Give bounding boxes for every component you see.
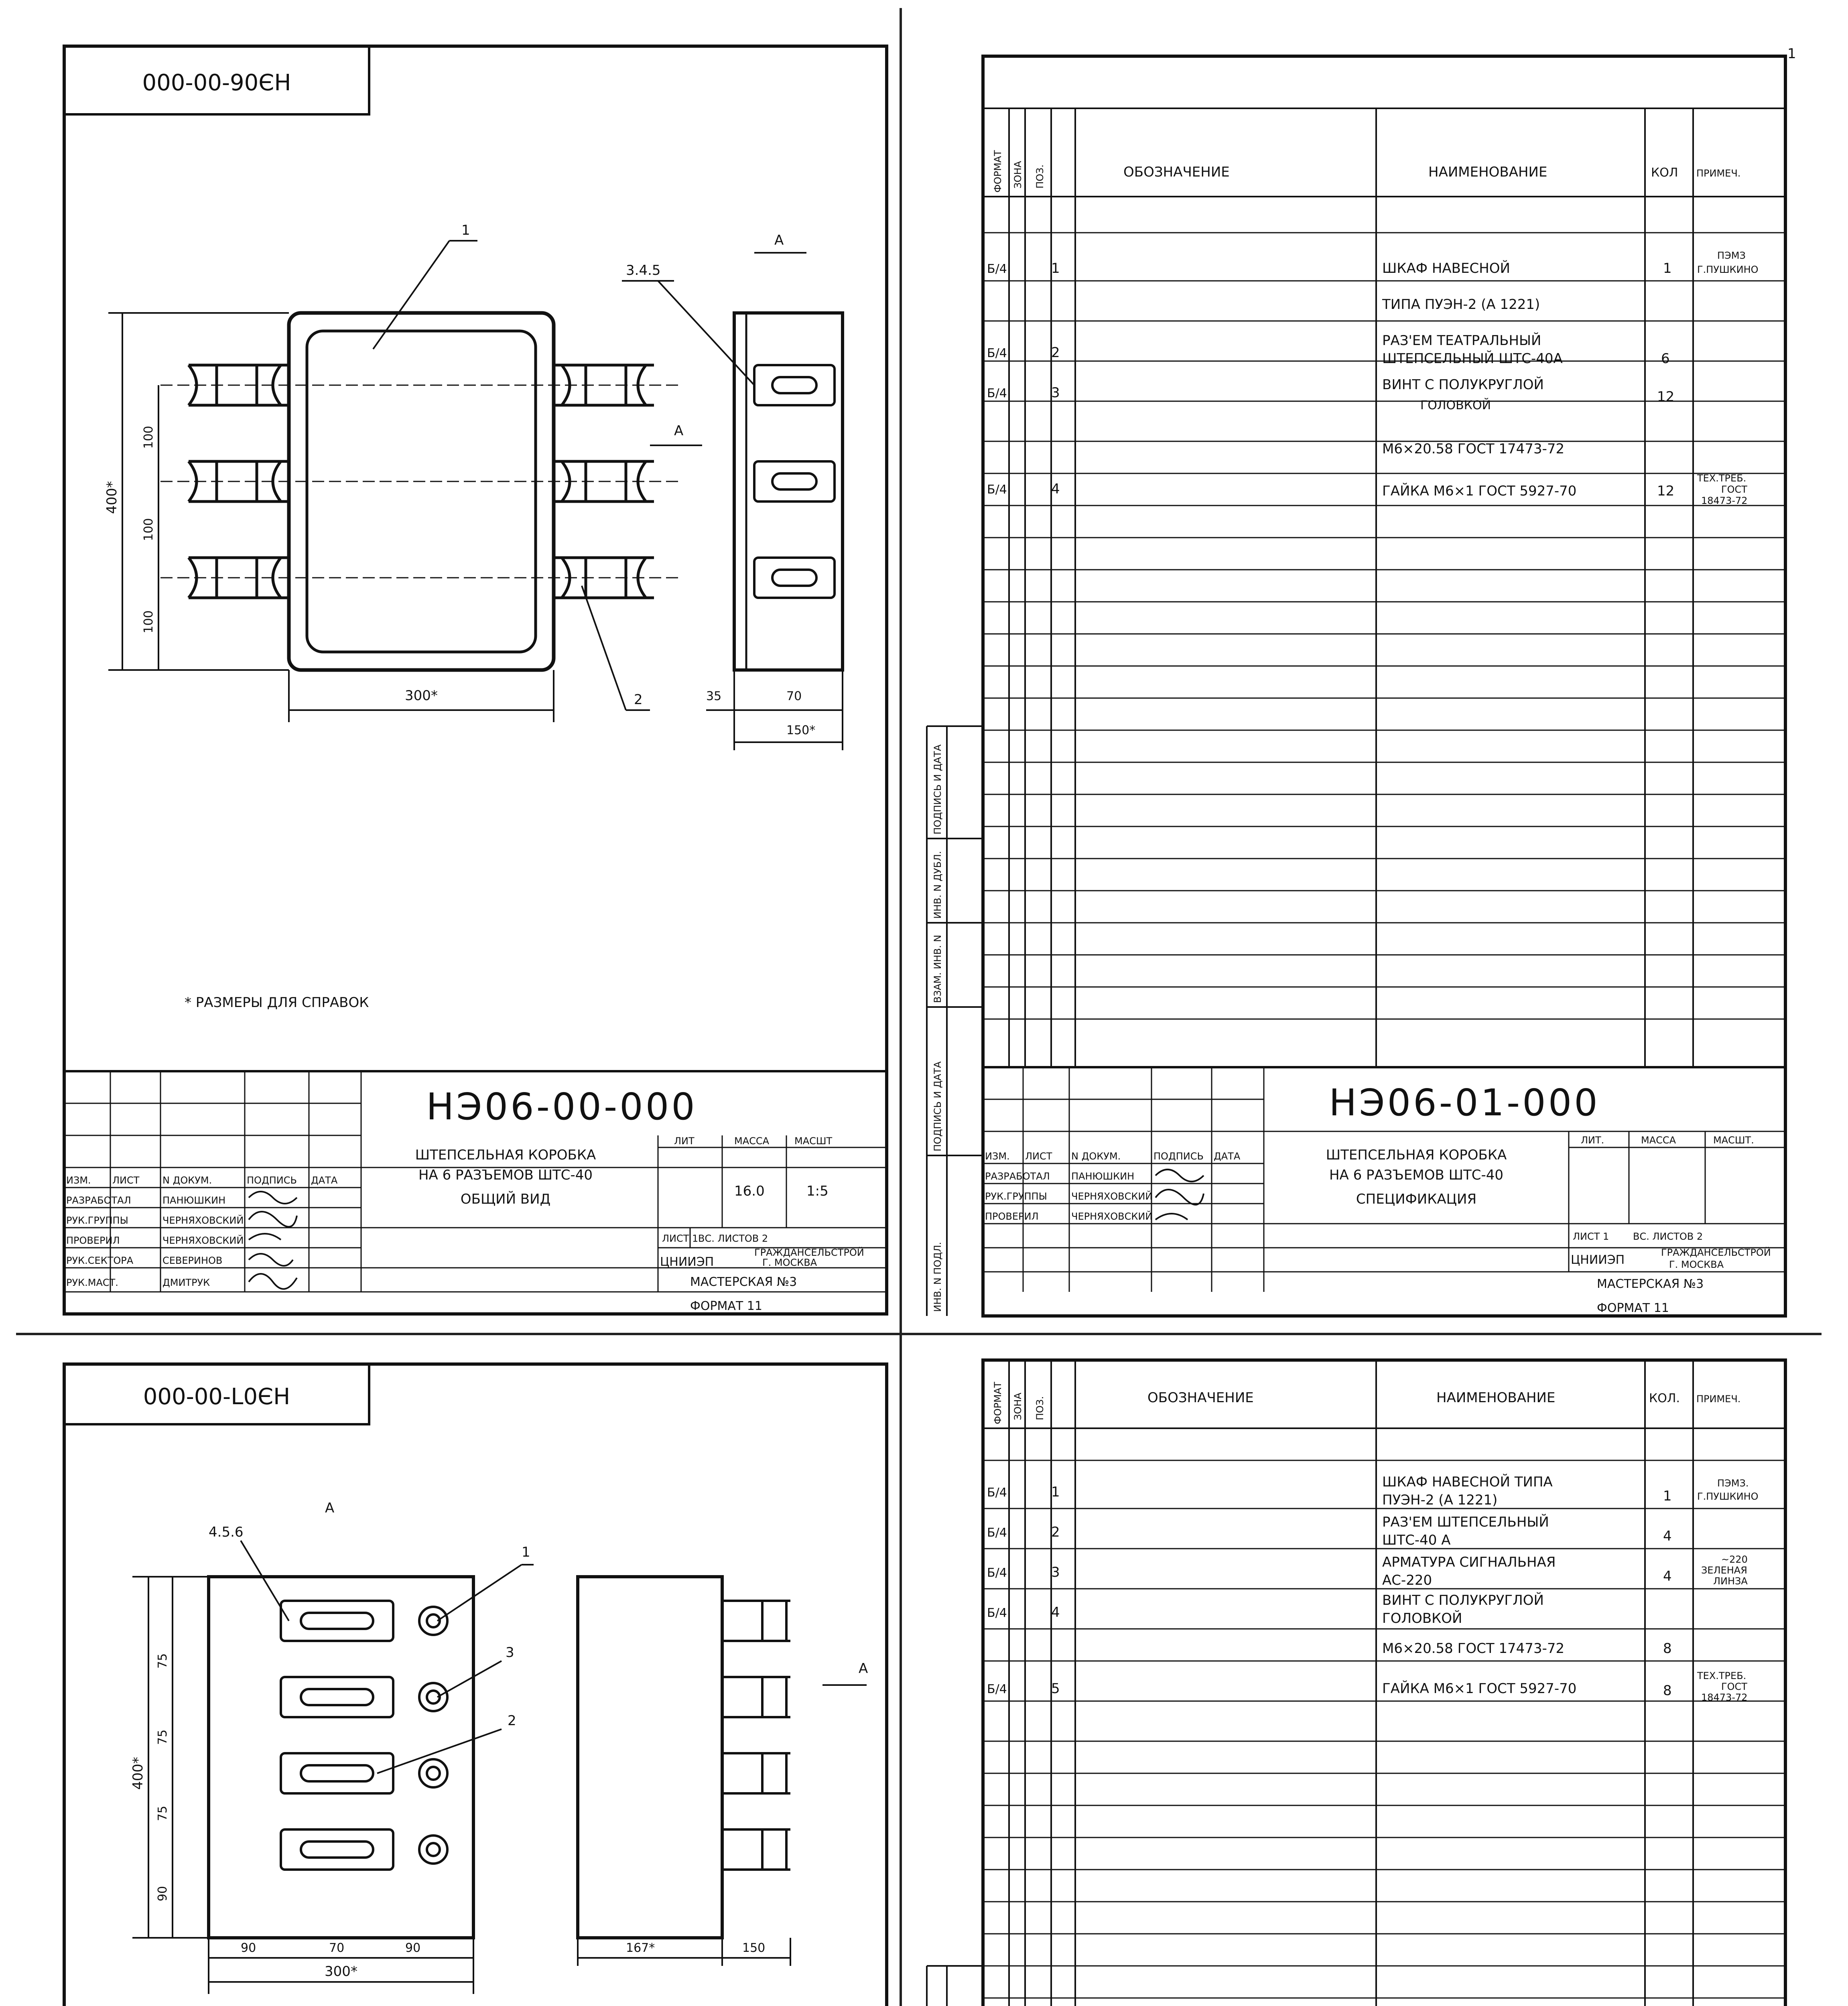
- stamp-format: ФОРМАТ 11: [1597, 1301, 1669, 1315]
- stamp-org-line1: ГРАЖДАНСЕЛЬСТРОЙ: [754, 1247, 864, 1258]
- stamp-org: ЦНИИЭП: [660, 1255, 714, 1269]
- rev-hdr-list: ЛИСТ: [112, 1175, 140, 1186]
- rev-hdr-doc: N ДОКУМ.: [162, 1175, 212, 1186]
- hdr-qty: КОЛ.: [1649, 1391, 1680, 1405]
- role-1: РАЗРАБОТАЛ: [985, 1171, 1050, 1182]
- role-1: РАЗРАБОТАЛ: [66, 1195, 131, 1206]
- row1-name-line2: ТИПА ПУЭН-2 (А 1221): [1382, 296, 1540, 313]
- stamp-sheets-total: ВС. ЛИСТОВ 2: [1633, 1231, 1703, 1242]
- stamp-workshop: МАСТЕРСКАЯ №3: [1597, 1277, 1704, 1291]
- role-2-name: ЧЕРНЯХОВСКИЙ: [162, 1215, 244, 1226]
- dim-70: 70: [786, 689, 802, 703]
- dim-90-bottom-a: 90: [241, 1941, 256, 1955]
- rev-hdr-sign: ПОДПИСЬ: [247, 1175, 297, 1186]
- view-label-a-top: A: [325, 1500, 335, 1516]
- row1-name-line2: ПУЭН-2 (А 1221): [1382, 1492, 1498, 1508]
- row1-note-line1: ПЭМЗ: [1717, 250, 1746, 261]
- stamp-title-3: СПЕЦИФИКАЦИЯ: [1356, 1191, 1477, 1207]
- stamp-hdr-lit: ЛИТ.: [1581, 1135, 1604, 1146]
- hdr-pos: ПОЗ.: [1034, 1396, 1046, 1420]
- row2-pos: 2: [1051, 1524, 1060, 1540]
- role-4: РУК.СЕКТОРА: [66, 1255, 134, 1266]
- row1-name-line1: ШКАФ НАВЕСНОЙ ТИПА: [1382, 1474, 1553, 1490]
- role-3: ПРОВЕРИЛ: [66, 1235, 120, 1246]
- row4-note-line3: 18473-72: [1701, 495, 1748, 506]
- side-inv-podl: ИНВ. N ПОДЛ.: [932, 1242, 943, 1312]
- row1-format: Б/4: [987, 262, 1007, 276]
- dim-75-a: 75: [156, 1653, 170, 1669]
- role-3-name: ЧЕРНЯХОВСКИЙ: [1071, 1211, 1153, 1222]
- row5-note-line3: 18473-72: [1701, 1692, 1748, 1703]
- row4-qty: 8: [1663, 1641, 1672, 1657]
- stamp-org-line2: Г. МОСКВА: [1669, 1259, 1724, 1270]
- row5-pos: 5: [1051, 1681, 1060, 1697]
- row4-pos: 4: [1051, 481, 1060, 497]
- row4-note-line1: ТЕХ.ТРЕБ.: [1697, 473, 1746, 484]
- row3-note-line2: ЗЕЛЕНАЯ: [1701, 1565, 1747, 1576]
- role-2: РУК.ГРУППЫ: [66, 1215, 128, 1226]
- hdr-designation: ОБОЗНАЧЕНИЕ: [1123, 164, 1230, 180]
- row3-pos: 3: [1051, 385, 1060, 401]
- stamp-title-3: ОБЩИЙ ВИД: [460, 1191, 551, 1207]
- role-3-name: ЧЕРНЯХОВСКИЙ: [162, 1235, 244, 1246]
- row4-name-line1: ГАЙКА М6×1 ГОСТ 5927-70: [1382, 483, 1577, 499]
- row2-format: Б/4: [987, 1526, 1007, 1540]
- role-5-name: ДМИТРУК: [162, 1277, 210, 1288]
- dim-90-left: 90: [156, 1886, 170, 1902]
- row4-qty: 12: [1657, 483, 1675, 499]
- stamp-sheet: ЛИСТ 1: [1573, 1231, 1609, 1242]
- row3-qty: 12: [1657, 389, 1675, 405]
- row5-format: Б/4: [987, 1682, 1007, 1696]
- dim-70-bottom: 70: [329, 1941, 345, 1955]
- role-1-name: ПАНЮШКИН: [162, 1195, 226, 1206]
- stamp-title-1: ШТЕПСЕЛЬНАЯ КОРОБКА: [1326, 1147, 1507, 1163]
- hdr-zone: ЗОНА: [1012, 161, 1024, 189]
- callout-1: 1: [522, 1544, 530, 1560]
- row3-pos: 3: [1051, 1564, 1060, 1580]
- dim-100-c: 100: [142, 610, 156, 633]
- row3-name-line1: АРМАТУРА СИГНАЛЬНАЯ: [1382, 1554, 1556, 1570]
- hdr-designation: ОБОЗНАЧЕНИЕ: [1147, 1390, 1254, 1406]
- stamp-title-2: НА 6 РАЗЪЕМОВ ШТС-40: [1329, 1167, 1504, 1183]
- hdr-format: ФОРМАТ: [992, 1382, 1003, 1424]
- row2-name-line2: ШТС-40 А: [1382, 1532, 1451, 1548]
- row4-name-line3: М6×20.58 ГОСТ 17473-72: [1382, 1641, 1565, 1657]
- dim-35: 35: [706, 689, 722, 703]
- hdr-name: НАИМЕНОВАНИЕ: [1428, 164, 1547, 180]
- row1-qty: 1: [1663, 260, 1672, 276]
- row5-name-line1: ГАЙКА М6×1 ГОСТ 5927-70: [1382, 1681, 1577, 1697]
- view-label-a-side: A: [674, 423, 684, 439]
- dim-height-total: 400*: [130, 1757, 146, 1790]
- hdr-name: НАИМЕНОВАНИЕ: [1436, 1390, 1556, 1406]
- stamp-mass: 16.0: [734, 1183, 765, 1199]
- rev-hdr-list: ЛИСТ: [1025, 1151, 1052, 1162]
- row3-name-line2: АС-220: [1382, 1572, 1432, 1588]
- hdr-pos: ПОЗ.: [1034, 164, 1046, 189]
- dim-150: 150: [742, 1941, 766, 1955]
- stamp-org: ЦНИИЭП: [1571, 1253, 1625, 1267]
- stamp-format: ФОРМАТ 11: [690, 1299, 762, 1313]
- hdr-format: ФОРМАТ: [992, 150, 1003, 193]
- dim-75-c: 75: [156, 1805, 170, 1821]
- row2-qty: 6: [1661, 351, 1670, 367]
- dim-100-a: 100: [142, 426, 156, 449]
- view-label-a-side: A: [859, 1661, 868, 1677]
- side-sign-date-1: ПОДПИСЬ И ДАТА: [932, 744, 943, 834]
- dim-90-bottom-b: 90: [405, 1941, 421, 1955]
- row1-pos: 1: [1051, 1484, 1060, 1500]
- row2-name-line1: РАЗ'ЕМ ШТЕПСЕЛЬНЫЙ: [1382, 1514, 1549, 1530]
- rev-hdr-izm: ИЗМ.: [66, 1175, 91, 1186]
- dim-width: 300*: [325, 1963, 357, 1980]
- role-2: РУК.ГРУППЫ: [985, 1191, 1047, 1202]
- stamp-designation: НЭ06-00-000: [426, 1085, 697, 1128]
- hdr-zone: ЗОНА: [1012, 1393, 1024, 1420]
- role-3: ПРОВЕРИЛ: [985, 1211, 1039, 1222]
- dim-150: 150*: [786, 723, 816, 737]
- row2-name-line1: РАЗ'ЕМ ТЕАТРАЛЬНЫЙ: [1382, 333, 1541, 349]
- stamp-scale: 1:5: [806, 1183, 829, 1199]
- role-2-name: ЧЕРНЯХОВСКИЙ: [1071, 1191, 1153, 1202]
- row5-note-line1: ТЕХ.ТРЕБ.: [1697, 1670, 1746, 1681]
- dim-100-b: 100: [142, 518, 156, 541]
- role-4-name: СЕВЕРИНОВ: [162, 1255, 223, 1266]
- view-label-a-top: A: [774, 232, 784, 248]
- row3-name-line3: М6×20.58 ГОСТ 17473-72: [1382, 441, 1565, 457]
- row1-note-line2: Г.ПУШКИНО: [1697, 264, 1759, 275]
- row4-pos: 4: [1051, 1604, 1060, 1620]
- role-5: РУК.МАСТ.: [66, 1277, 118, 1288]
- row1-pos: 1: [1051, 260, 1060, 276]
- row1-name-line1: ШКАФ НАВЕСНОЙ: [1382, 260, 1510, 276]
- rev-hdr-date: ДАТА: [1214, 1151, 1241, 1162]
- hdr-note: ПРИМЕЧ.: [1696, 168, 1741, 179]
- dim-75-b: 75: [156, 1729, 170, 1745]
- row2-format: Б/4: [987, 346, 1007, 360]
- sheet-number: 1: [1787, 46, 1796, 62]
- row4-name-line2: ГОЛОВКОЙ: [1382, 1610, 1462, 1626]
- rev-hdr-date: ДАТА: [311, 1175, 338, 1186]
- role-1-name: ПАНЮШКИН: [1071, 1171, 1135, 1182]
- stamp-sheet: ЛИСТ 1: [662, 1233, 699, 1244]
- dim-height-total: 400*: [104, 481, 120, 514]
- row3-note-line3: ЛИНЗА: [1713, 1576, 1748, 1587]
- row4-format: Б/4: [987, 1606, 1007, 1620]
- dim-depth: 167*: [626, 1941, 655, 1955]
- row2-name-line2: ШТЕПСЕЛЬНЫЙ ШТС-40А: [1382, 351, 1563, 367]
- stamp-title-2: НА 6 РАЗЪЕМОВ ШТС-40: [418, 1167, 593, 1183]
- row3-qty: 4: [1663, 1568, 1672, 1584]
- hdr-note: ПРИМЕЧ.: [1696, 1393, 1741, 1405]
- stamp-sheets-total: ВС. ЛИСТОВ 2: [698, 1233, 768, 1244]
- row4-name-line1: ВИНТ С ПОЛУКРУГЛОЙ: [1382, 1592, 1544, 1608]
- callout-2: 2: [508, 1713, 516, 1729]
- row4-note-line2: ГОСТ: [1721, 484, 1747, 495]
- hdr-qty: КОЛ: [1651, 166, 1678, 180]
- callout-2: 2: [634, 692, 643, 708]
- row3-format: Б/4: [987, 1566, 1007, 1580]
- corner-code: 000-00-L0ЄH: [143, 1384, 290, 1410]
- row1-note-line1: ПЭМЗ.: [1717, 1478, 1749, 1489]
- callout-3: 3: [506, 1645, 514, 1661]
- row3-name-line1: ВИНТ С ПОЛУКРУГЛОЙ: [1382, 377, 1544, 393]
- note-reference-sizes: * РАЗМЕРЫ ДЛЯ СПРАВОК: [185, 995, 369, 1011]
- row2-pos: 2: [1051, 345, 1060, 361]
- rev-hdr-izm: ИЗМ.: [985, 1151, 1010, 1162]
- side-vzam-inv: ВЗАМ. ИНВ. N: [932, 935, 943, 1003]
- row1-format: Б/4: [987, 1486, 1007, 1500]
- side-inv-dubl: ИНВ. N ДУБЛ.: [932, 851, 943, 919]
- stamp-hdr-scale: МАСШТ: [794, 1135, 833, 1147]
- row1-qty: 1: [1663, 1488, 1672, 1504]
- callout-345: 3.4.5: [626, 262, 661, 278]
- corner-code: 000-00-90ЄH: [142, 70, 291, 96]
- stamp-hdr-mass: МАССА: [734, 1135, 770, 1147]
- stamp-org-line2: Г. МОСКВА: [762, 1257, 817, 1268]
- row1-note-line2: Г.ПУШКИНО: [1697, 1491, 1759, 1502]
- row3-note-line1: ~220: [1721, 1554, 1748, 1565]
- stamp-hdr-lit: ЛИТ: [674, 1135, 695, 1147]
- row3-name-line2: ГОЛОВКОЙ: [1420, 398, 1491, 412]
- rev-hdr-doc: N ДОКУМ.: [1071, 1151, 1121, 1162]
- callout-456: 4.5.6: [209, 1524, 244, 1540]
- stamp-hdr-mass: МАССА: [1641, 1135, 1676, 1146]
- stamp-designation: НЭ06-01-000: [1329, 1081, 1600, 1124]
- stamp-hdr-scale: МАСШТ.: [1713, 1135, 1754, 1146]
- side-sign-date-2: ПОДПИСЬ И ДАТА: [932, 1061, 943, 1151]
- row5-qty: 8: [1663, 1683, 1672, 1699]
- stamp-org-line1: ГРАЖДАНСЕЛЬСТРОЙ: [1661, 1247, 1771, 1258]
- row3-format: Б/4: [987, 386, 1007, 400]
- callout-1: 1: [461, 222, 470, 238]
- rev-hdr-sign: ПОДПИСЬ: [1153, 1151, 1204, 1162]
- stamp-workshop: МАСТЕРСКАЯ №3: [690, 1275, 797, 1289]
- dim-width: 300*: [405, 688, 438, 704]
- stamp-title-1: ШТЕПСЕЛЬНАЯ КОРОБКА: [415, 1147, 596, 1163]
- row2-qty: 4: [1663, 1528, 1672, 1544]
- row5-note-line2: ГОСТ: [1721, 1681, 1747, 1692]
- row4-format: Б/4: [987, 483, 1007, 497]
